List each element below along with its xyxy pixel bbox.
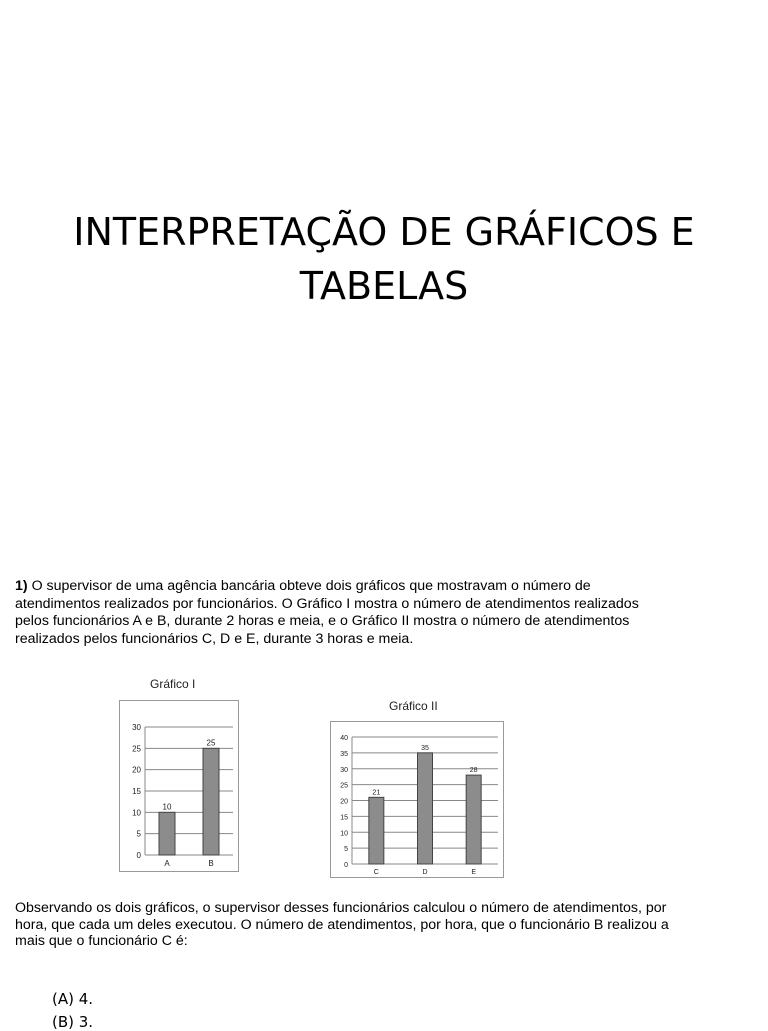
y-tick-label: 15 xyxy=(132,787,141,796)
chart-1-title: Gráfico I xyxy=(150,677,196,691)
data-label-E: 28 xyxy=(469,767,478,775)
x-tick-label-D: D xyxy=(422,869,428,876)
slide-title: INTERPRETAÇÃO DE GRÁFICOS E TABELAS xyxy=(73,210,695,308)
option-b[interactable]: (B) 3. xyxy=(52,1013,94,1031)
data-label-B: 25 xyxy=(206,738,216,748)
question-follow-up: Observando os dois gráficos, o supervisor desses funcionários calculou o número de atendimentos, por hora, que cada um deles executou. O número de atendimentos, por hora, que o funcionário B realizou a mais que o funcionário C é: xyxy=(15,900,669,949)
question-intro-text: O supervisor de uma agência bancária obteve dois gráficos que mostravam o número de atendimentos realizados por funcionários. O Gráfico I mostra o número de atendimentos realizados pelos funcionários A e B, durante 2 horas e meia, e o Gráfico II mostra o número de atendimentos realizados pelos funcionários C, D e E, durante 3 horas e meia. xyxy=(15,578,639,647)
bar-A xyxy=(159,812,175,855)
data-label-D: 35 xyxy=(421,744,429,752)
chart-1 xyxy=(119,700,239,872)
y-tick-label: 5 xyxy=(136,829,141,839)
data-label-A: 10 xyxy=(162,802,172,812)
x-tick-label-A: A xyxy=(164,859,170,868)
y-tick-label: 30 xyxy=(132,723,141,732)
y-tick-label: 0 xyxy=(344,862,348,869)
y-tick-label: 10 xyxy=(340,830,348,838)
x-tick-label-B: B xyxy=(208,859,214,868)
y-tick-label: 30 xyxy=(340,766,348,774)
question-intro xyxy=(15,578,655,648)
y-tick-label: 20 xyxy=(132,765,141,775)
bar-D xyxy=(418,753,433,864)
bar-C xyxy=(369,797,384,864)
data-label-C: 21 xyxy=(372,789,381,797)
x-tick-label-C: C xyxy=(373,869,379,876)
x-tick-label-E: E xyxy=(471,869,477,876)
y-tick-label: 20 xyxy=(340,798,348,806)
y-tick-label: 0 xyxy=(136,851,141,860)
y-tick-label: 15 xyxy=(340,814,348,822)
y-tick-label: 35 xyxy=(340,750,348,758)
chart-2 xyxy=(330,721,504,878)
question-number: 1) xyxy=(15,578,28,594)
option-a[interactable]: (A) 4. xyxy=(52,990,94,1008)
y-tick-label: 25 xyxy=(340,782,348,790)
bar-E xyxy=(466,775,481,864)
y-tick-label: 40 xyxy=(340,735,348,742)
y-tick-label: 5 xyxy=(344,846,348,854)
chart-2-title: Gráfico II xyxy=(389,699,438,713)
y-tick-label: 25 xyxy=(132,744,141,754)
bar-B xyxy=(203,748,219,855)
y-tick-label: 10 xyxy=(132,808,141,818)
